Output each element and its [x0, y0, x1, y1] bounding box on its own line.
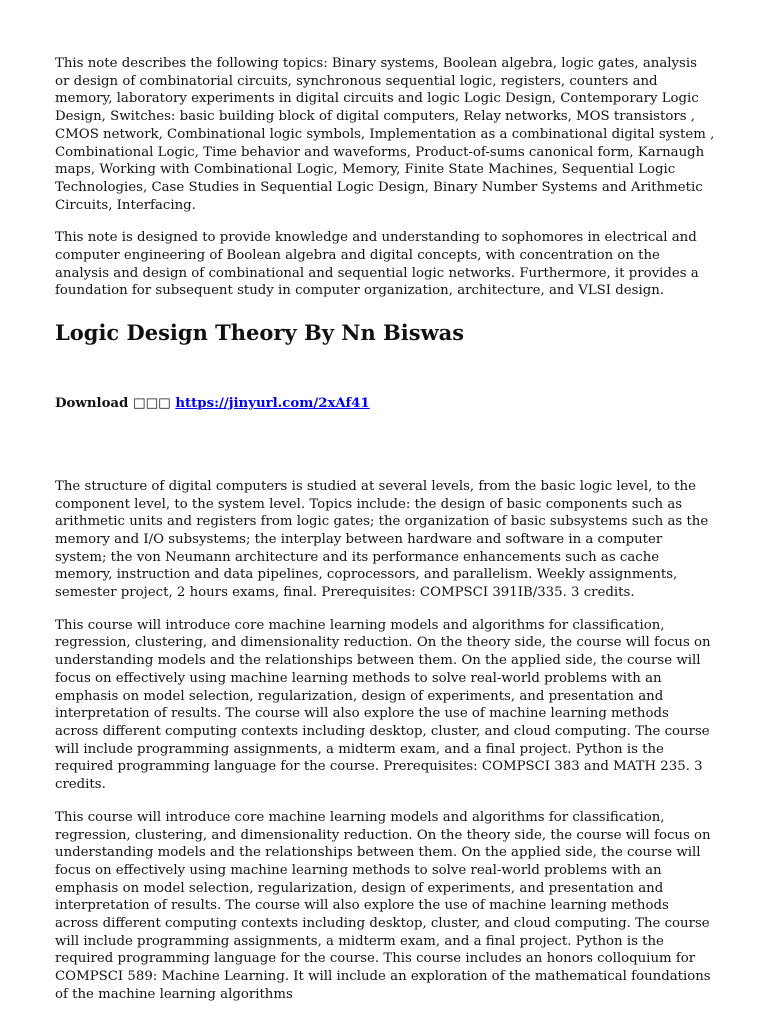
intro-paragraph-purpose: This note is designed to provide knowledge and understanding to sophomores in electrical and computer engineering of Boolean algebra and digital concepts, with concentration on the analysis and design of combinational and sequential logic networks. Furthermore, it provides a foundation for subsequent study in computer organization, architecture, and VLSI design.: [55, 230, 699, 299]
download-line: [55, 395, 715, 413]
course-description-machine-learning-honors: This course will introduce core machine learning models and algorithms for classification, regression, clustering, and dimensionality reduction. On the theory side, the course will focus on understanding models and the relationships between them. On the applied side, the course will focus on effectively using machine learning methods to solve real-world problems with an emphasis on model selection, regularization, design of experiments, and presentation and interpretation of results. The course will also explore the use of machine learning methods across different computing contexts including desktop, cluster, and cloud computing. The course will include programming assignments, a midterm exam, and a final project. Python is the required programming language for the course. This course includes an honors colloquium for COMPSCI 589: Machine Learning. It will include an exploration of the mathematical foundations of the machine learning algorithms: [55, 809, 711, 1002]
download-label: Download: [55, 396, 129, 412]
download-link[interactable]: https://jinyurl.com/2xAf41: [175, 396, 370, 412]
course-description-computer-architecture: The structure of digital computers is studied at several levels, from the basic logic level, to the component level, to the system level. Topics include: the design of basic components such as arithmetic units and registers from logic gates; the organization of basic subsystems such as the memory and I/O subsystems; the interplay between hardware and software in a computer system; the von Neumann architecture and its performance enhancements such as cache memory, instruction and data pipelines, coprocessors, and parallelism. Weekly assignments, semester project, 2 hours exams, final. Prerequisites: COMPSCI 391IB/335. 3 credits.: [55, 478, 709, 601]
spacer: [55, 413, 715, 478]
course-description-machine-learning: This course will introduce core machine learning models and algorithms for classification, regression, clustering, and dimensionality reduction. On the theory side, the course will focus on understanding models and the relationships between them. On the applied side, the course will focus on effectively using machine learning methods to solve real-world problems with an emphasis on model selection, regularization, design of experiments, and presentation and interpretation of results. The course will also explore the use of machine learning methods across different computing contexts including desktop, cluster, and cloud computing. The course will include programming assignments, a midterm exam, and a final project. Python is the required programming language for the course. Prerequisites: COMPSCI 383 and MATH 235. 3 credits.: [55, 617, 711, 793]
intro-paragraph-topics: This note describes the following topics: Binary systems, Boolean algebra, logic gates, analysis or design of combinatorial circuits, synchronous sequential logic, registers, counters and memory, laboratory experiments in digital circuits and logic Logic Design, Contemporary Logic Design, Switches: basic building block of digital computers, Relay networks, MOS transistors , CMOS network, Combinational logic symbols, Implementation as a combinational digital system , Combinational Logic, Time behavior and waveforms, Product-of-sums canonical form, Karnaugh maps, Working with Combinational Logic, Memory, Finite State Machines, Sequential Logic Technologies, Case Studies in Sequential Logic Design, Binary Number Systems and Arithmetic Circuits, Interfacing.: [55, 56, 715, 213]
download-glyphs: □□□: [133, 396, 171, 412]
document-title: Logic Design Theory By Nn Biswas: [55, 320, 465, 346]
document-page: [55, 55, 715, 1019]
